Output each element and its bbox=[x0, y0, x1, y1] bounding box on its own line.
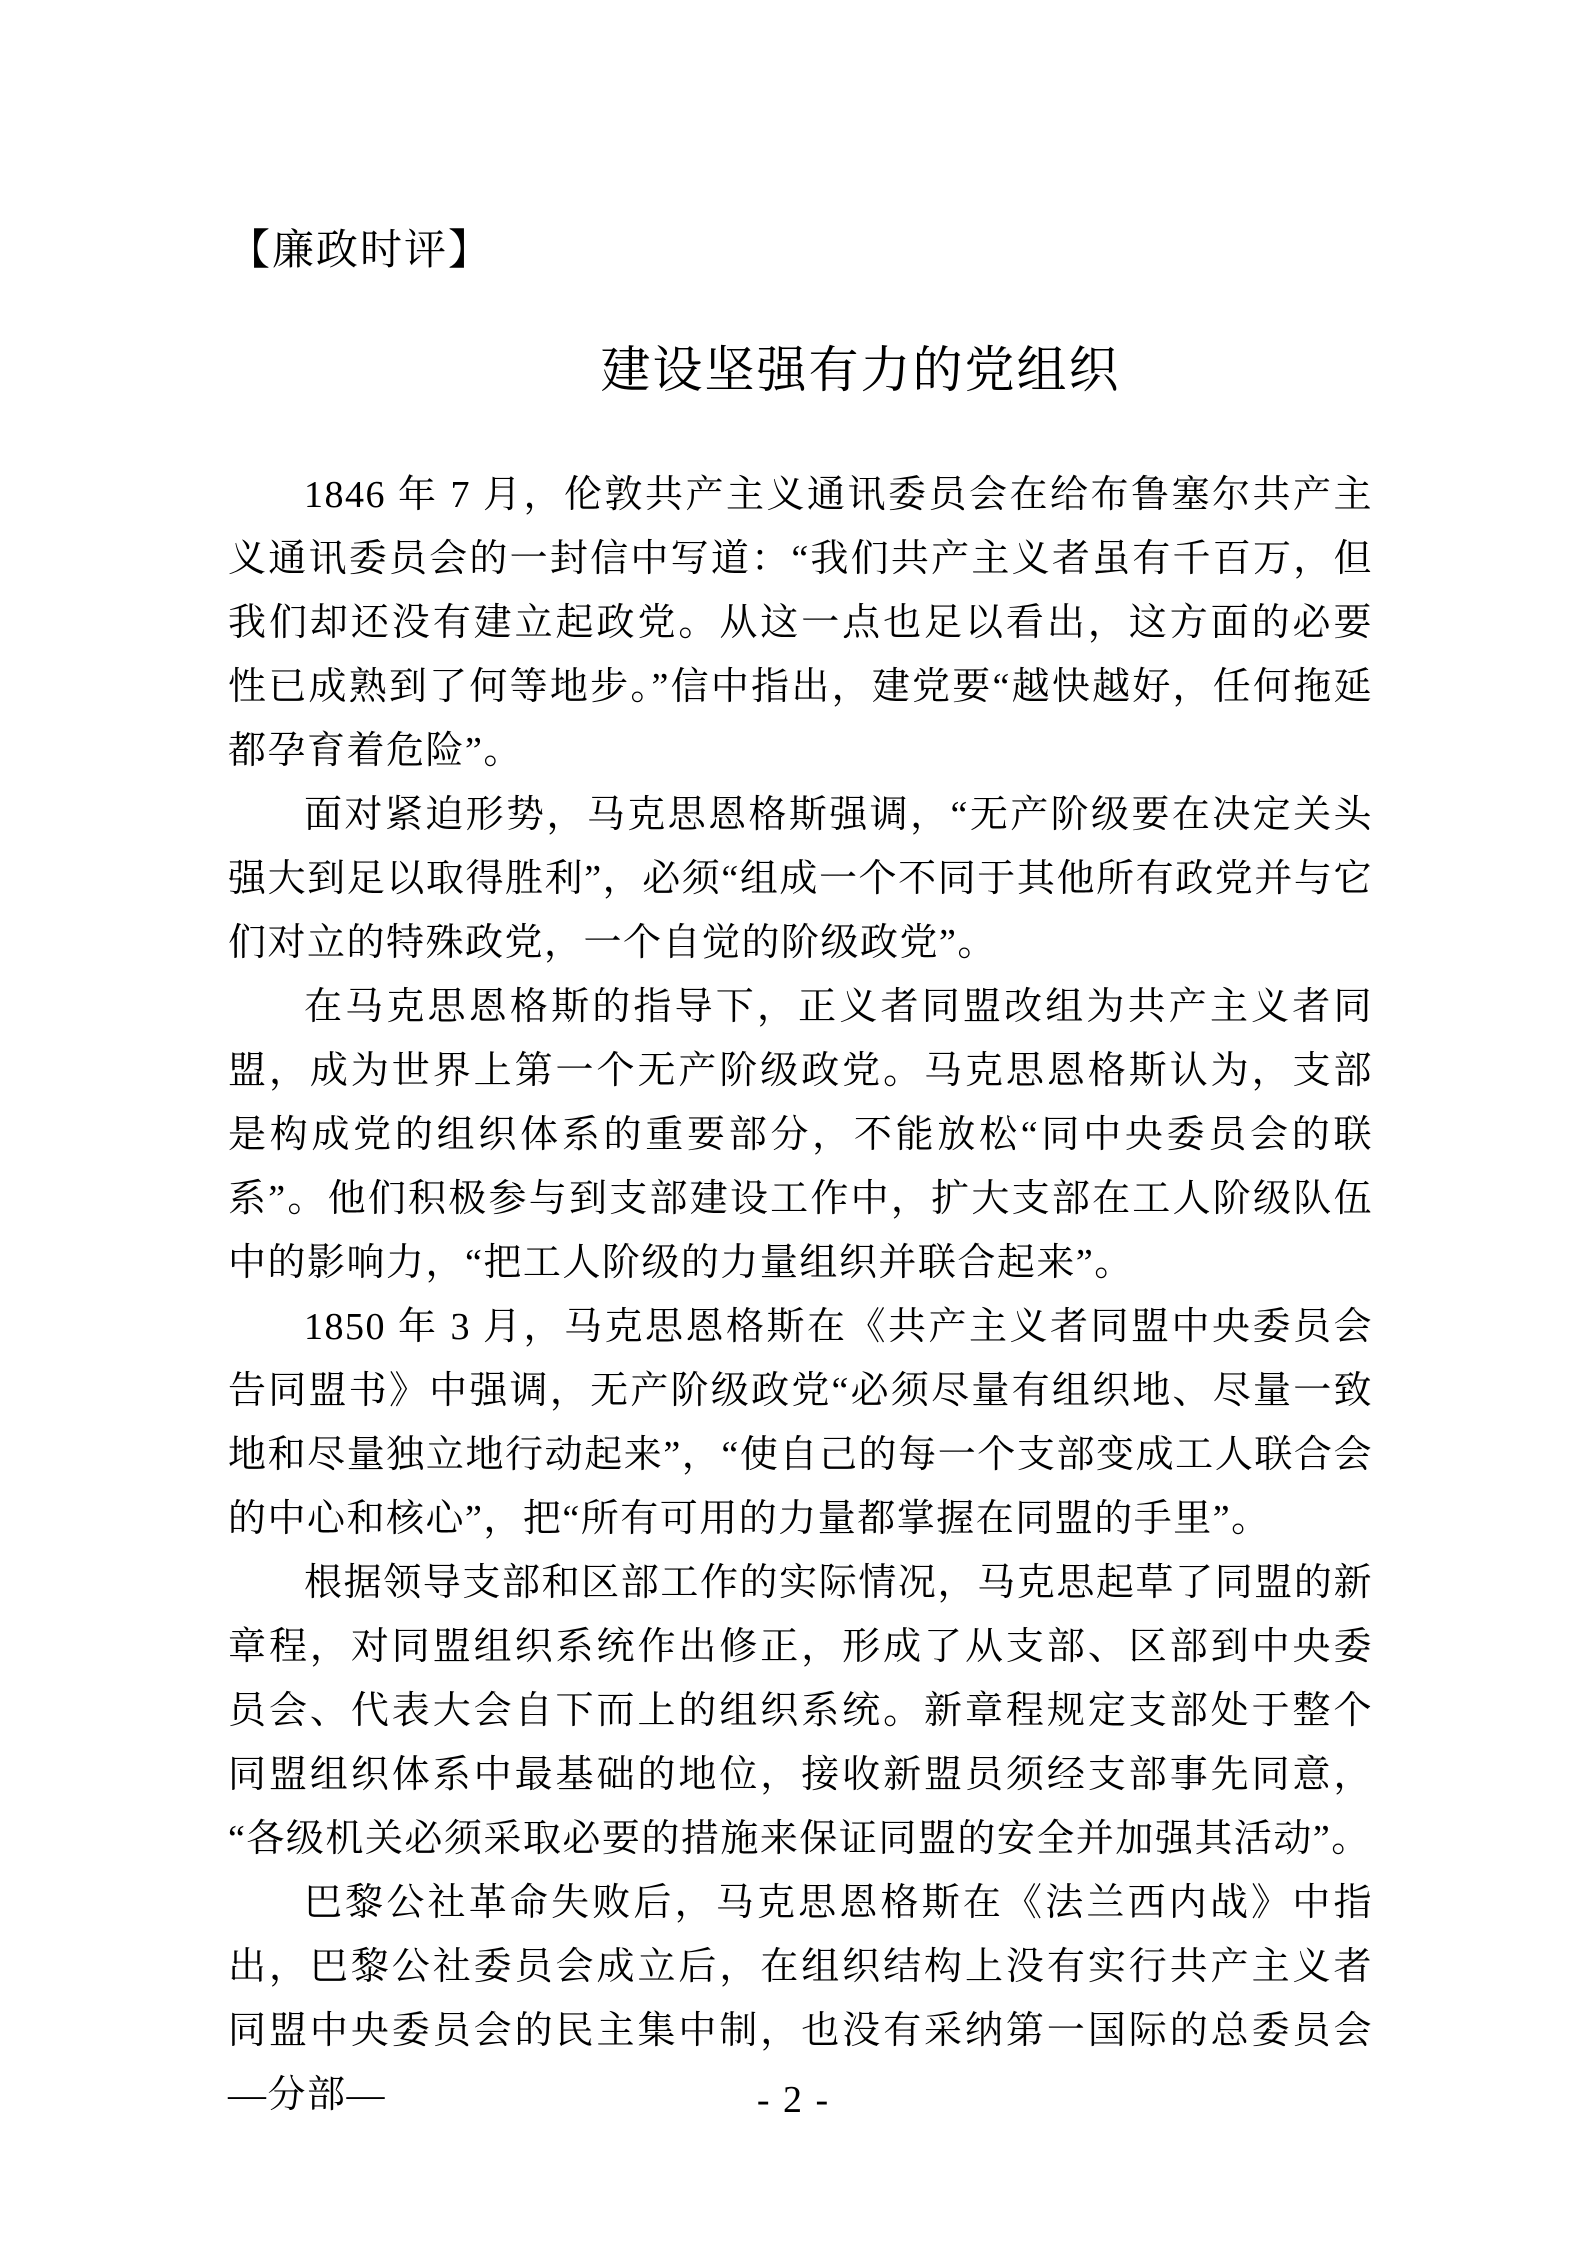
paragraph: 1846 年 7 月，伦敦共产主义通讯委员会在给布鲁塞尔共产主义通讯委员会的一封信中写道：“我们共产主义者虽有千百万，但我们却还没有建立起政党。从这一点也足以看出，这方面的必要性已成熟到了何等地步。”信中指出，建党要“越快越好，任何拖延都孕育着危险”。 bbox=[228, 474, 1373, 772]
paragraph: 在马克思恩格斯的指导下，正义者同盟改组为共产主义者同盟，成为世界上第一个无产阶级政党。马克思恩格斯认为，支部是构成党的组织体系的重要部分，不能放松“同中央委员会的联系”。他们积极参与到支部建设工作中，扩大支部在工人阶级队伍中的影响力，“把工人阶级的力量组织并联合起来”。 bbox=[228, 986, 1373, 1284]
section-header: 【廉政时评】 bbox=[228, 228, 493, 274]
article-body bbox=[228, 463, 1373, 2127]
paragraph: 1850 年 3 月，马克思恩格斯在《共产主义者同盟中央委员会告同盟书》中强调，无产阶级政党“必须尽量有组织地、尽量一致地和尽量独立地行动起来”，“使自己的每一个支部变成工人联合会的中心和核心”，把“所有可用的力量都掌握在同盟的手里”。 bbox=[228, 1306, 1373, 1540]
paragraph: 根据领导支部和区部工作的实际情况，马克思起草了同盟的新章程，对同盟组织系统作出修正，形成了从支部、区部到中央委员会、代表大会自下而上的组织系统。新章程规定支部处于整个同盟组织体系中最基础的地位，接收新盟员须经支部事先同意，“各级机关必须采取必要的措施来保证同盟的安全并加强其活动”。 bbox=[228, 1562, 1373, 1860]
article-title: 建设坚强有力的党组织 bbox=[600, 342, 1121, 398]
page-number: - 2 - bbox=[756, 2079, 831, 2121]
paragraph: 巴黎公社革命失败后，马克思恩格斯在《法兰西内战》中指出，巴黎公社委员会成立后，在组织结构上没有实行共产主义者同盟中央委员会的民主集中制，也没有采纳第一国际的总委员会—分部— bbox=[228, 1882, 1373, 2116]
paragraph: 面对紧迫形势，马克思恩格斯强调，“无产阶级要在决定关头强大到足以取得胜利”，必须“组成一个不同于其他所有政党并与它们对立的特殊政党，一个自觉的阶级政党”。 bbox=[228, 794, 1373, 964]
